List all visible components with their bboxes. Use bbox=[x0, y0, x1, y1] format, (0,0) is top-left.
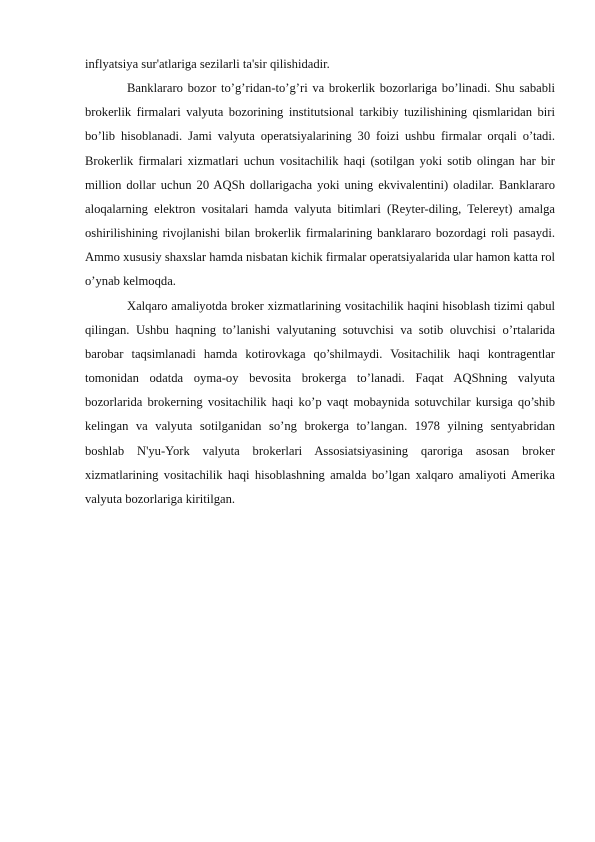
document-body bbox=[85, 52, 555, 511]
paragraph-interbank-market: Banklararo bozor to’g’ridan-to’g’ri va brokerlik bozorlariga bo’linadi. Shu sababli brokerlik firmalari valyuta bozorining institutsional tarkibiy tuzilishining qismlaridan biri bo’lib hisoblanadi. Jami valyuta operatsiyalarining 30 foizi ushbu firmalar orqali o’tadi. Brokerlik firmalari xizmatlari uchun vositachilik haqi (sotilgan yoki sotib olingan har bir million dollar uchun 20 AQSh dollarigacha yoki uning ekvivalentini) oladilar. Banklararo aloqalarning elektron vositalari hamda valyuta bitimlari (Reyter-diling, Telereyt) amalga oshirilishining rivojlanishi bilan brokerlik firmalarining banklararo bozordagi roli pasaydi. Ammo xususiy shaxslar hamda nisbatan kichik firmalar operatsiyalarida ular hamon katta rol o’ynab kelmoqda. bbox=[85, 81, 555, 289]
paragraph-broker-fees: Xalqaro amaliyotda broker xizmatlarining vositachilik haqini hisoblash tizimi qabul qilingan. Ushbu haqning to’lanishi valyutaning sotuvchisi va sotib oluvchisi o’rtalarida barobar taqsimlanadi hamda kotirovkaga qo’shilmaydi. Vositachilik haqi kontragentlar tomonidan odatda oyma-oy bevosita brokerga to’lanadi. Faqat AQShning valyuta bozorlarida brokerning vositachilik haqi ko’p vaqt mobaynida sotuvchilar kursiga qo’shib kelingan va valyuta sotilganidan so’ng brokerga to’langan. 1978 yilning sentyabridan boshlab N'yu-York valyuta brokerlari Assosiatsiyasining qaroriga asosan broker xizmatlarining vositachilik haqi hisoblashning amalda bo’lgan xalqaro amaliyoti Amerika valyuta bozorlariga kiritilgan. bbox=[85, 298, 555, 506]
paragraph-continuation: inflyatsiya sur'atlariga sezilarli ta'sir qilishidadir. bbox=[85, 57, 330, 71]
